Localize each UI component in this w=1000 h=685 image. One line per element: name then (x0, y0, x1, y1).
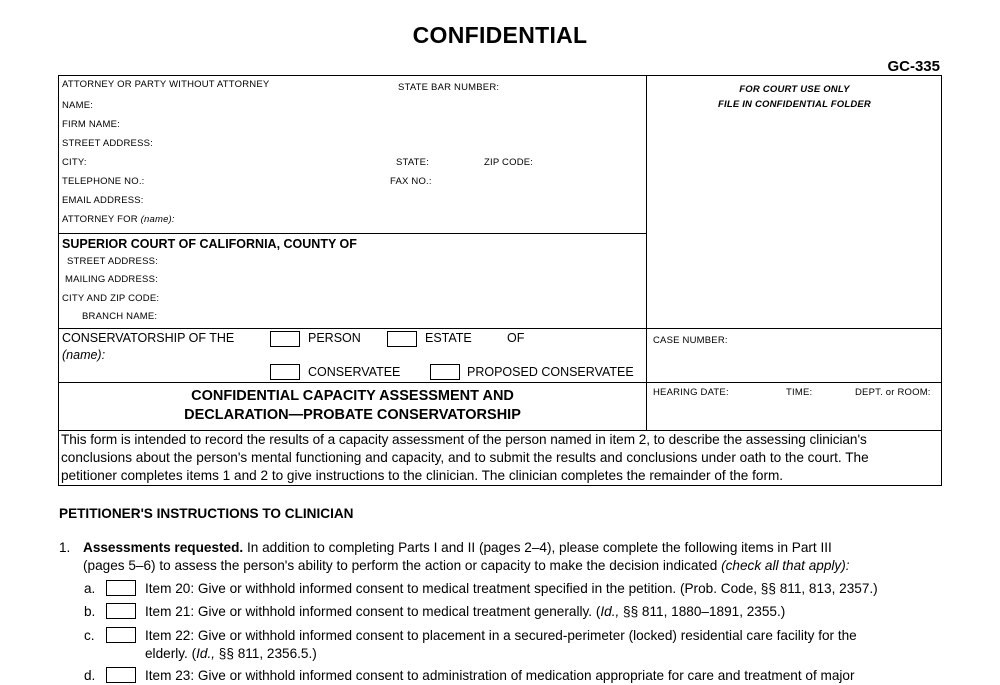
subitem-b-text (145, 603, 785, 621)
subitem-a-letter: a. (84, 581, 96, 596)
section-heading: PETITIONER'S INSTRUCTIONS TO CLINICIAN (59, 506, 354, 521)
item-1-text2-italic: (check all that apply): (721, 558, 850, 573)
telephone-label[interactable]: TELEPHONE NO.: (62, 176, 145, 187)
subitem-a-text: Item 20: Give or withhold informed consent to medical treatment specified in the petition. (Prob. Code, §§ 811, 813, 2357.) (145, 581, 878, 596)
attorney-for-label[interactable] (62, 214, 175, 225)
item-1-text1: In addition to completing Parts I and II (pages 2–4), please complete the following items in Part III (243, 540, 832, 555)
attorney-for-text: ATTORNEY FOR (62, 214, 138, 225)
state-label[interactable]: STATE: (396, 157, 430, 168)
subitem-d-text: Item 23: Give or withhold informed consent to administration of medication appropriate for care and treatment of major (145, 668, 855, 683)
item-1-line2 (83, 557, 850, 575)
hearing-date-label[interactable]: HEARING DATE: (653, 387, 729, 398)
dept-label[interactable]: DEPT. or ROOM: (855, 387, 931, 398)
conservatorship-label: CONSERVATORSHIP OF THE (62, 331, 235, 345)
email-label[interactable]: EMAIL ADDRESS: (62, 195, 144, 206)
intro-line-1: This form is intended to record the results of a capacity assessment of the person named in item 2, to describe the assessing clinician's (61, 432, 867, 447)
divider-attorney-court (58, 233, 647, 234)
page-title: CONFIDENTIAL (412, 22, 588, 48)
form-title-line1: CONFIDENTIAL CAPACITY ASSESSMENT AND (191, 388, 514, 404)
firm-label[interactable]: FIRM NAME: (62, 119, 120, 130)
proposed-conservatee-label: PROPOSED CONSERVATEE (467, 365, 634, 379)
conservatee-name-label[interactable]: (name): (62, 348, 106, 362)
court-branch-label[interactable]: BRANCH NAME: (82, 311, 158, 322)
estate-label: ESTATE (425, 331, 472, 345)
state-bar-label: STATE BAR NUMBER: (398, 82, 500, 93)
subitem-b-text-rest: §§ 811, 1880–1891, 2355.) (619, 604, 786, 619)
zip-label[interactable]: ZIP CODE: (484, 157, 534, 168)
subitem-c-line2-rest: §§ 811, 2356.5.) (215, 646, 317, 661)
case-number-label[interactable]: CASE NUMBER: (653, 335, 728, 346)
subitem-c-checkbox[interactable] (106, 627, 136, 643)
conservatee-checkbox[interactable] (270, 364, 300, 380)
street-label[interactable]: STREET ADDRESS: (62, 138, 153, 149)
subitem-c-line2-italic: Id., (196, 646, 216, 661)
estate-checkbox[interactable] (387, 331, 417, 347)
court-city-label[interactable]: CITY AND ZIP CODE: (62, 293, 160, 304)
form-title-line2: DECLARATION—PROBATE CONSERVATORSHIP (184, 407, 521, 423)
intro-line-2: conclusions about the person's mental functioning and capacity, and to submit the results and conclusions under oath to the court. The (61, 450, 869, 465)
court-street-label[interactable]: STREET ADDRESS: (67, 256, 158, 267)
proposed-conservatee-checkbox[interactable] (430, 364, 460, 380)
of-label: OF (507, 331, 525, 345)
item-1-line1 (83, 539, 832, 557)
court-use-line1: FOR COURT USE ONLY (739, 84, 850, 95)
subitem-c-line2 (145, 645, 317, 663)
intro-paragraph (61, 431, 941, 485)
subitem-c-text: Item 22: Give or withhold informed consent to placement in a secured-perimeter (locked) residential care facility for the (145, 628, 857, 643)
court-use-line2: FILE IN CONFIDENTIAL FOLDER (718, 99, 871, 110)
subitem-d-checkbox[interactable] (106, 667, 136, 683)
city-label[interactable]: CITY: (62, 157, 87, 168)
court-heading: SUPERIOR COURT OF CALIFORNIA, COUNTY OF (62, 237, 357, 251)
fax-label[interactable]: FAX NO.: (390, 176, 432, 187)
subitem-d-letter: d. (84, 668, 96, 683)
form-number: GC-335 (887, 58, 940, 75)
subitem-b-text-main: Item 21: Give or withhold informed consent to medical treatment generally. ( (145, 604, 601, 619)
item-1-number: 1. (59, 540, 71, 555)
court-column-divider (646, 75, 647, 431)
item-1-text2: (pages 5–6) to assess the person's ability to perform the action or capacity to make the decision indicated (83, 558, 722, 573)
item-1-lead: Assessments requested. (83, 540, 244, 555)
subitem-a-checkbox[interactable] (106, 580, 136, 596)
person-label: PERSON (308, 331, 361, 345)
attorney-for-name: (name): (140, 214, 175, 225)
time-label[interactable]: TIME: (786, 387, 813, 398)
divider-case-title (58, 382, 942, 383)
subitem-c-letter: c. (84, 628, 95, 643)
subitem-c-line2-pre: elderly. ( (145, 646, 197, 661)
conservatee-label: CONSERVATEE (308, 365, 401, 379)
subitem-b-checkbox[interactable] (106, 603, 136, 619)
person-checkbox[interactable] (270, 331, 300, 347)
attorney-heading: ATTORNEY OR PARTY WITHOUT ATTORNEY (62, 79, 270, 90)
intro-line-3: petitioner completes items 1 and 2 to give instructions to the clinician. The clinician completes the remainder of the form. (61, 468, 784, 483)
court-mailing-label[interactable]: MAILING ADDRESS: (65, 274, 158, 285)
subitem-b-text-italic: Id., (600, 604, 620, 619)
subitem-b-letter: b. (84, 604, 96, 619)
caption-box (58, 75, 942, 486)
name-label[interactable]: NAME: (62, 100, 94, 111)
divider-court-case (58, 328, 942, 329)
